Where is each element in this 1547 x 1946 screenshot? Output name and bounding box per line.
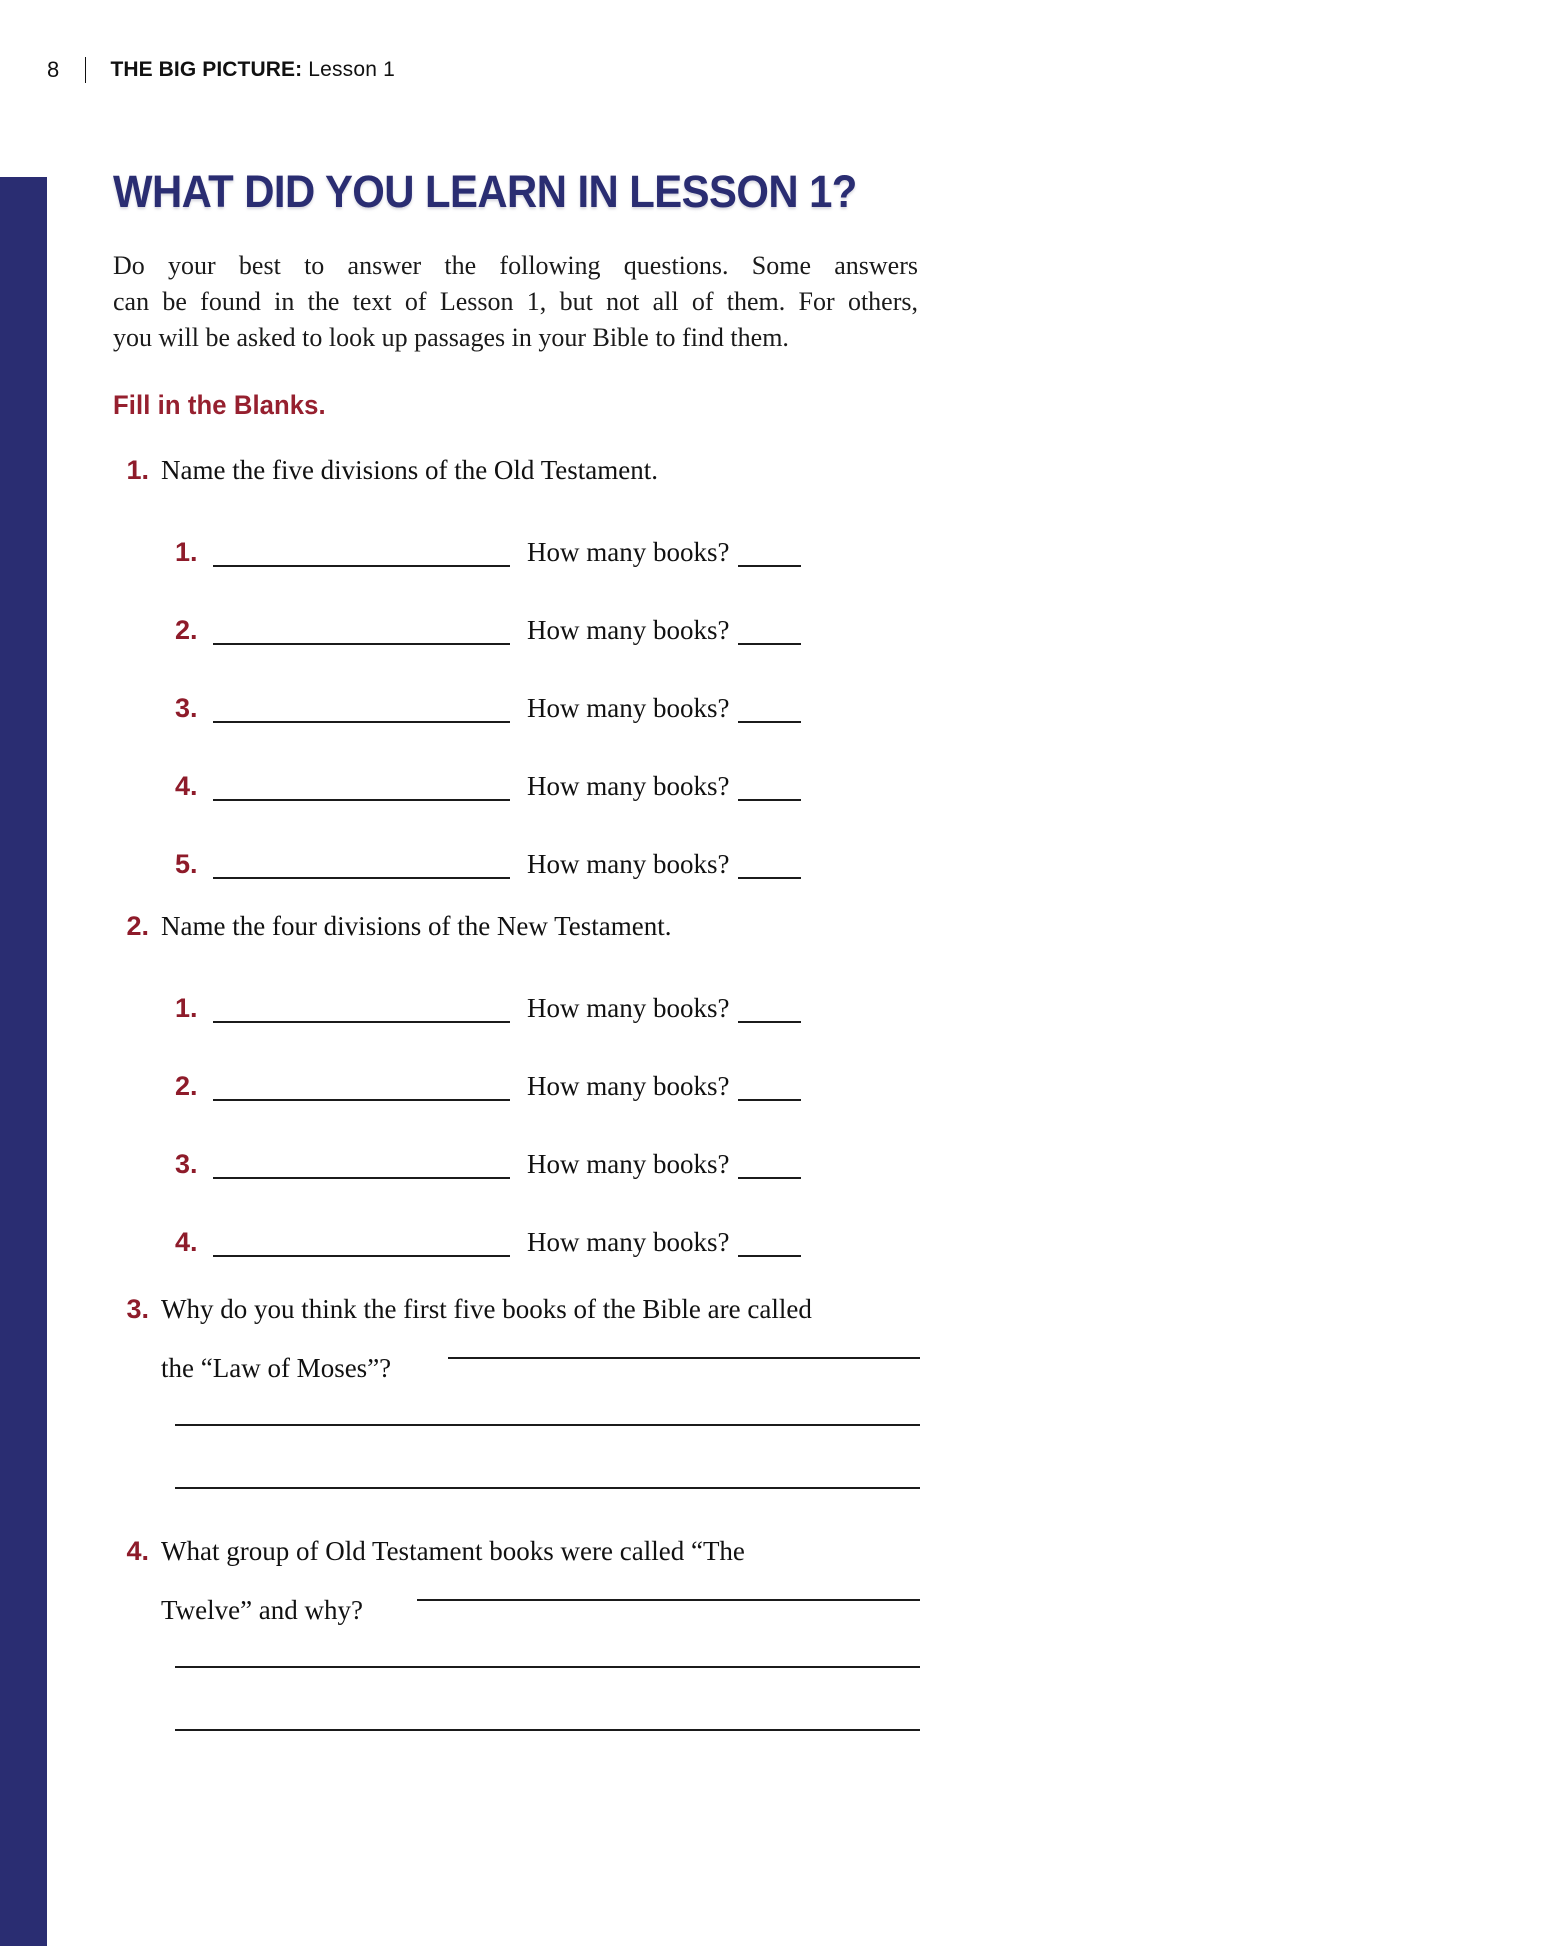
answer-row-number: 2. [175, 615, 198, 645]
answer-blank-count[interactable] [738, 1231, 801, 1257]
question-1-answers [175, 523, 920, 879]
how-many-books-label: How many books? [527, 993, 730, 1023]
question-4-line-1: What group of Old Testament books were called “The [161, 1536, 745, 1566]
answer-row [175, 979, 920, 1023]
answer-blank-division[interactable] [213, 697, 510, 723]
running-head-lesson: Lesson 1 [308, 58, 396, 81]
answer-blank-count[interactable] [738, 1075, 801, 1101]
how-many-books-label: How many books? [527, 771, 730, 801]
how-many-books-label: How many books? [527, 1149, 730, 1179]
question-3-line-1: Why do you think the first five books of the Bible are called [161, 1294, 812, 1324]
intro-paragraph [113, 248, 918, 356]
answer-blank-division[interactable] [213, 853, 510, 879]
answer-row-number: 1. [175, 537, 198, 567]
question-3 [113, 1293, 918, 1326]
answer-blank-count[interactable] [738, 853, 801, 879]
answer-blank-count[interactable] [738, 1153, 801, 1179]
answer-row [175, 757, 920, 801]
answer-row [175, 1135, 920, 1179]
running-head [47, 57, 395, 83]
question-4-line-2: Twelve” and why? [161, 1595, 364, 1625]
answer-blank-count[interactable] [738, 997, 801, 1023]
question-2-answers [175, 979, 920, 1257]
page-number: 8 [47, 57, 60, 82]
intro-line-2: can be found in the text of Lesson 1, but not all of them. For others, [113, 287, 918, 316]
question-4-answer-blank-3[interactable] [175, 1729, 920, 1731]
answer-blank-count[interactable] [738, 775, 801, 801]
question-4 [113, 1535, 918, 1568]
answer-row [175, 523, 920, 567]
answer-row [175, 679, 920, 723]
answer-row [175, 1213, 920, 1257]
answer-row-number: 4. [175, 771, 198, 801]
how-many-books-label: How many books? [527, 537, 730, 567]
question-3-answer-blank-inline[interactable] [448, 1337, 920, 1359]
answer-blank-division[interactable] [213, 997, 510, 1023]
fill-in-the-blanks-heading: Fill in the Blanks. [113, 390, 326, 420]
answer-blank-count[interactable] [738, 541, 801, 567]
answer-row-number: 1. [175, 993, 198, 1023]
answer-blank-division[interactable] [213, 1231, 510, 1257]
answer-blank-division[interactable] [213, 775, 510, 801]
answer-row-number: 3. [175, 693, 198, 723]
answer-row-number: 4. [175, 1227, 198, 1257]
answer-blank-division[interactable] [213, 619, 510, 645]
header-divider [85, 57, 86, 83]
question-4-answer-blank-inline[interactable] [417, 1579, 920, 1601]
running-head-title: THE BIG PICTURE: [110, 58, 303, 81]
left-navy-bar [0, 177, 47, 1946]
question-3-number: 3. [126, 1294, 149, 1324]
answer-row-number: 3. [175, 1149, 198, 1179]
answer-blank-division[interactable] [213, 1153, 510, 1179]
answer-row [175, 835, 920, 879]
question-1 [113, 454, 918, 487]
question-2-text: Name the four divisions of the New Testament. [161, 911, 672, 941]
question-4-number: 4. [126, 1536, 149, 1566]
question-2-number: 2. [126, 911, 149, 941]
answer-blank-count[interactable] [738, 619, 801, 645]
question-4-answer-blank-2[interactable] [175, 1666, 920, 1668]
how-many-books-label: How many books? [527, 849, 730, 879]
question-3-answer-blank-2[interactable] [175, 1424, 920, 1426]
how-many-books-label: How many books? [527, 615, 730, 645]
intro-line-3: you will be asked to look up passages in your Bible to find them. [113, 323, 789, 352]
answer-row [175, 1057, 920, 1101]
question-3-answer-blank-3[interactable] [175, 1487, 920, 1489]
page-title: WHAT DID YOU LEARN IN LESSON 1? [113, 166, 857, 217]
answer-blank-count[interactable] [738, 697, 801, 723]
question-3-line-2: the “Law of Moses”? [161, 1353, 392, 1383]
answer-blank-division[interactable] [213, 541, 510, 567]
answer-blank-division[interactable] [213, 1075, 510, 1101]
answer-row-number: 2. [175, 1071, 198, 1101]
how-many-books-label: How many books? [527, 693, 730, 723]
answer-row [175, 601, 920, 645]
answer-row-number: 5. [175, 849, 198, 879]
how-many-books-label: How many books? [527, 1071, 730, 1101]
how-many-books-label: How many books? [527, 1227, 730, 1257]
intro-line-1: Do your best to answer the following questions. Some answers [113, 251, 918, 280]
question-2 [113, 910, 918, 943]
question-1-number: 1. [126, 455, 149, 485]
question-1-text: Name the five divisions of the Old Testament. [161, 455, 659, 485]
